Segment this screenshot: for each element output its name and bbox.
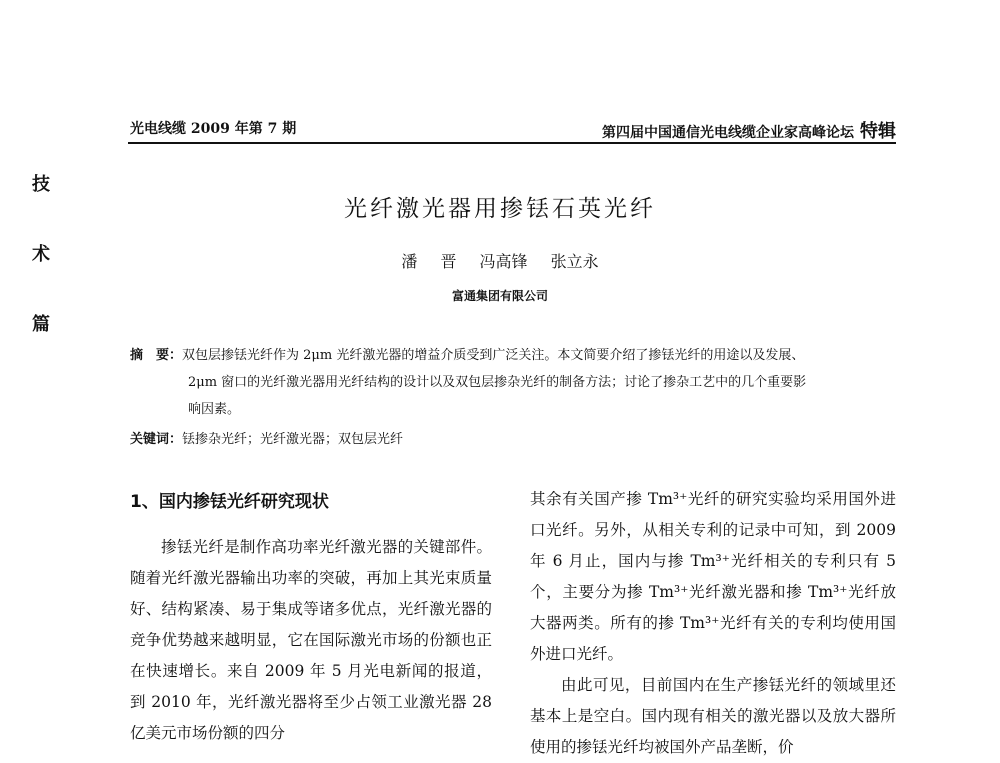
side-label-3: 篇 xyxy=(32,314,50,335)
forum-title xyxy=(602,117,896,143)
keywords-label: 关键词： xyxy=(130,432,183,447)
abstract-text-1: 双包层掺铥光纤作为 2μm 光纤激光器的增益介质受到广泛关注。本文简要介绍了掺铥光纤的用途以及发展、 xyxy=(182,348,805,363)
right-column xyxy=(530,484,896,763)
abstract-line-1 xyxy=(130,342,898,369)
authors: 潘 晋 冯高锋 张立永 xyxy=(401,252,599,271)
abstract xyxy=(130,342,898,423)
header-rule xyxy=(128,142,896,144)
abstract-label: 摘 要： xyxy=(130,348,183,363)
body-paragraph: 由此可见，目前国内在生产掺铥光纤的领域里还基本上是空白。国内现有相关的激光器以及放大器所使用的掺铥光纤均被国外产品垄断，价 xyxy=(530,676,896,756)
left-column xyxy=(130,532,492,749)
affiliation: 富通集团有限公司 xyxy=(451,289,548,303)
side-label-1: 技 xyxy=(32,174,50,195)
keywords-text: 铥掺杂光纤；光纤激光器；双包层光纤 xyxy=(182,432,404,447)
body-paragraph: 其余有关国产掺 Tm³⁺光纤的研究实验均采用国外进口光纤。另外，从相关专利的记录中可知，到 2009 年 6 月止，国内与掺 Tm³⁺光纤相关的专利只有 5 个，主要分为掺 Tm³⁺光纤激光器和掺 Tm³⁺光纤放大器两类。所有的掺 Tm³⁺光纤有关的专利均使用国外进口光纤。 xyxy=(530,490,896,663)
paper-title: 光纤激光器用掺铥石英光纤 xyxy=(344,196,656,222)
section-heading: 1、国内掺铥光纤研究现状 xyxy=(130,492,329,512)
abstract-line-3: 响因素。 xyxy=(188,402,241,417)
forum-name: 第四届中国通信光电线缆企业家高峰论坛 xyxy=(602,125,854,141)
keywords xyxy=(130,428,403,447)
side-label-2: 术 xyxy=(32,244,50,265)
special-issue-tag: 特辑 xyxy=(860,121,896,142)
journal-issue: 光电线缆 2009 年第 7 期 xyxy=(130,121,297,137)
body-paragraph: 掺铥光纤是制作高功率光纤激光器的关键部件。随着光纤激光器输出功率的突破，再加上其光束质量好、结构紧凑、易于集成等诸多优点，光纤激光器的竞争优势越来越明显，它在国际激光市场的份额也正在快速增长。来自 2009 年 5 月光电新闻的报道，到 2010 年，光纤激光器将至少占领工业激光器 28 亿美元市场份额的四分 xyxy=(130,538,492,742)
abstract-line-2: 2μm 窗口的光纤激光器用光纤结构的设计以及双包层掺杂光纤的制备方法；讨论了掺杂工艺中的几个重要影 xyxy=(188,375,807,390)
